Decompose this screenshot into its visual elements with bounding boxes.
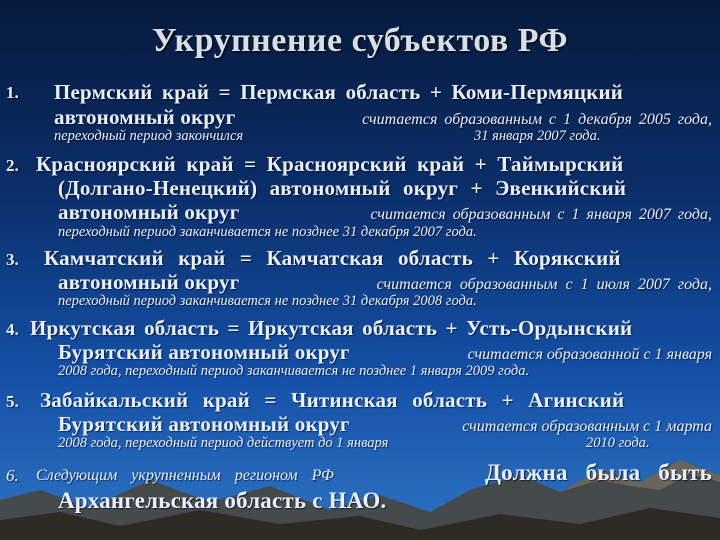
item-line: [36, 460, 712, 486]
item-note: 31 января 2007 года.: [474, 128, 601, 144]
item-line: [54, 105, 712, 130]
item-line: [58, 340, 712, 365]
item-line: [58, 412, 712, 437]
item-text: (Долгано-Ненецкий) автономный округ + Эвенкийский: [58, 176, 627, 200]
item-text: Забайкальский край = Читинская область + Агинский: [40, 388, 625, 412]
item-text-bold: автономный округ: [58, 200, 240, 224]
item-note: считается образованным с 1 декабря 2005 года,: [362, 111, 712, 128]
item-note: Следующим укрупненным регионом РФ: [36, 467, 334, 484]
item-line: [58, 270, 712, 295]
item-text: Пермский край = Пермская область + Коми-Пермяцкий: [54, 80, 624, 104]
item-text-bold: Бурятский автономный округ: [58, 412, 350, 436]
item-line: [54, 80, 712, 105]
item-note: считается образованным с 1 января 2007 года,: [370, 206, 712, 223]
item-text: Архангельская область с НАО.: [58, 488, 387, 513]
item-text: Красноярский край = Красноярский край + Таймырский: [36, 152, 624, 176]
item-line: [54, 128, 654, 145]
item-number: 4.: [6, 320, 19, 339]
item-note: считается образованным с 1 марта: [462, 418, 712, 435]
item-note: считается образованной с 1 января: [467, 346, 712, 363]
item-note: 2008 года, переходный период заканчивается не позднее 1 января 2009 года.: [58, 363, 530, 379]
item-text-bold: автономный округ: [54, 105, 236, 129]
item-number: 6.: [6, 466, 19, 485]
item-note: переходный период заканчивается не позднее 31 декабря 2008 года.: [58, 293, 477, 309]
item-note: 2010 года.: [586, 435, 650, 451]
item-text-bold: Бурятский автономный округ: [58, 340, 350, 364]
item-number: 1.: [6, 83, 19, 102]
item-note: 2008 года, переходный период действует до 1 января: [58, 435, 389, 451]
item-text: Иркутская область = Иркутская область + Усть-Ордынский: [30, 316, 633, 340]
page-title: Укрупнение субъектов РФ: [151, 22, 569, 59]
item-note: переходный период закончился: [54, 128, 244, 144]
item-note: переходный период заканчивается не позднее 31 декабря 2007 года.: [58, 224, 477, 240]
item-number: 2.: [6, 156, 19, 175]
item-text-bold: автономный округ: [58, 270, 240, 294]
item-note: считается образованным с 1 июля 2007 года,: [376, 276, 712, 293]
item-number: 3.: [6, 250, 19, 269]
item-text: Камчатский край = Камчатская область + Корякский: [44, 246, 621, 270]
item-text-bold: Должна была быть: [485, 460, 712, 485]
item-line: [58, 435, 698, 452]
item-number: 5.: [6, 392, 19, 411]
item-line: [58, 200, 712, 225]
